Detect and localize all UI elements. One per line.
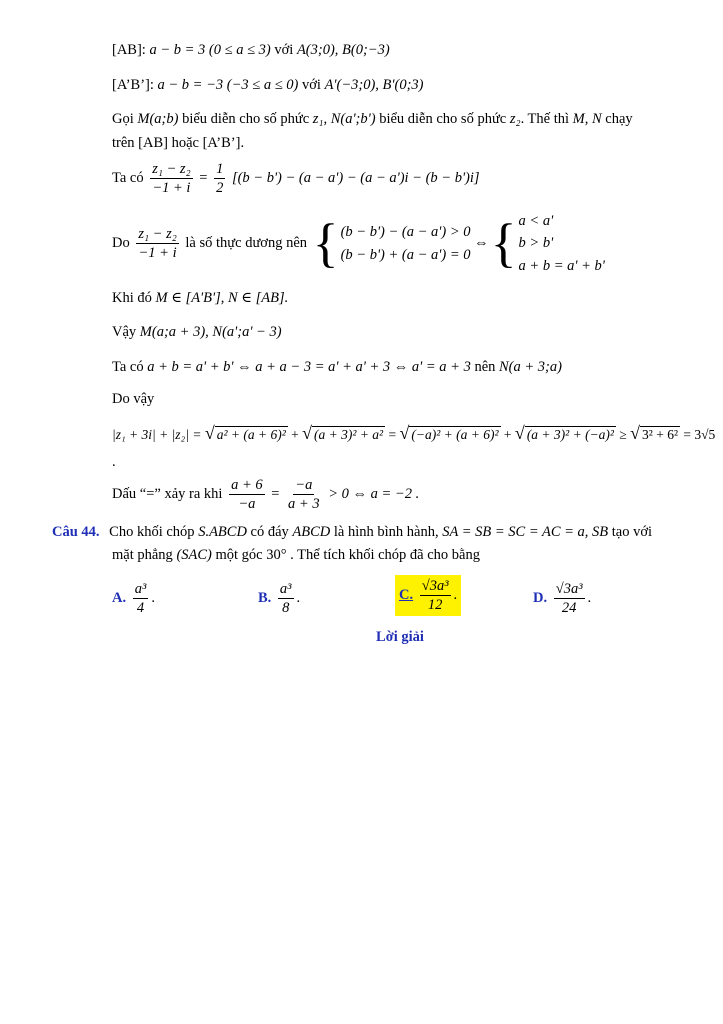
question-plane: (SAC): [176, 547, 212, 563]
dovay-text: Do vậy: [112, 391, 155, 407]
segment-apbp-line: [112, 78, 424, 93]
taco-fraction: [150, 162, 192, 195]
ab-equation: a − b = 3 (0 ≤ a ≤ 3): [149, 42, 271, 58]
goi-text-1: Gọi: [112, 111, 134, 127]
goi-text-5: chạy: [605, 111, 633, 127]
system-1: [341, 221, 471, 266]
option-d-numerator: √3a³: [555, 581, 583, 597]
inequality-line: |z₁ + 3i| + |z₂| = √ a² + (a + 6)² + √ (a + 3)² + a² = √ (−a)² + (a + 6)² + √ (a + 3)² + (−a)² ≥ √ 3² + 6² = 3√5: [112, 423, 716, 443]
vay-label: Vậy: [112, 324, 137, 340]
option-b: B. $\frac{\text{a³}}{8}$ .: [258, 581, 301, 616]
option-c-label: C.: [399, 586, 414, 603]
option-a-denominator: 4: [136, 599, 145, 616]
option-c-denominator: 12: [427, 596, 443, 613]
ab-with: với: [274, 42, 294, 58]
option-d-denominator: 24: [561, 599, 577, 616]
do-line: [112, 210, 605, 277]
ineq-root-2: (a + 3)² + a²: [314, 427, 384, 442]
iff-symbol: ⇔: [474, 235, 489, 252]
question-text-1: Cho khối chóp: [109, 524, 195, 540]
ineq-lhs: |z₁ + 3i| + |z₂| =: [112, 427, 202, 442]
segment-ab-line: [112, 43, 390, 58]
option-c-numerator: √3a³: [421, 578, 449, 594]
option-c: [395, 575, 461, 616]
dau-denominator-1: −a: [238, 495, 256, 512]
ab-points: A(3;0), B(0;−3): [296, 42, 390, 58]
do-numerator: z₁ − z₂: [138, 226, 177, 243]
dot: .: [112, 454, 116, 470]
half-denominator: 2: [216, 179, 224, 196]
taco-expression: [(b − b') − (a − a') − (a − a')i − (b − b')i]: [231, 169, 480, 186]
option-a: A. $\frac{\text{a³}}{4}$ .: [112, 581, 155, 616]
goi-z2: z₂: [509, 111, 521, 127]
apbp-equation: a − b = −3 (−3 ≤ a ≤ 0): [157, 77, 299, 93]
taco-denominator: −1 + i: [152, 179, 191, 196]
do-label: Do: [112, 235, 130, 252]
taco-label: Ta có: [112, 169, 144, 186]
question-condition: SA = SB = SC = AC = a,: [442, 524, 589, 540]
taco2-math: a + b = a' + b' ⇔ a + a − 3 = a' + a' + 3 ⇔ a' = a + 3: [147, 359, 471, 375]
option-c-highlight: C. $\frac{\text{√3a³}}{12}$ .: [395, 575, 461, 616]
option-b-numerator: a³: [279, 581, 292, 597]
option-a-label: A.: [112, 589, 127, 606]
ineq-root-3: (−a)² + (a + 6)²: [411, 427, 499, 442]
dau-denominator-2: a + 3: [288, 495, 320, 512]
dot-line: [112, 455, 116, 470]
solution-title-row: [0, 630, 723, 645]
system-2-row-1: a < a': [518, 213, 554, 229]
half-numerator: 1: [216, 161, 224, 177]
question-line-2: [112, 548, 480, 563]
goi-text-3: biểu diễn cho số phức: [379, 111, 507, 127]
left-brace-2: {: [490, 213, 517, 274]
ineq-root-4: (a + 3)² + (−a)²: [526, 427, 614, 442]
option-c-fraction: [420, 579, 451, 612]
option-d: D. $\frac{\text{√3a³}}{24}$ .: [533, 581, 592, 616]
dau-numerator-2: −a: [295, 477, 313, 493]
question-line-1: [52, 525, 652, 540]
ab-label: [AB]:: [112, 42, 146, 58]
goi-z1: z₁: [312, 111, 324, 127]
goi-cont-text: trên [AB] hoặc [A’B’].: [112, 135, 245, 151]
left-brace-1: {: [312, 213, 339, 274]
do-denominator: −1 + i: [138, 244, 177, 261]
taco-half: [214, 162, 225, 195]
question-number: Câu 44.: [52, 524, 100, 540]
goi-point-n: N(a';b'): [330, 111, 376, 127]
goi-continuation: [112, 136, 244, 151]
question-text-4: tạo với: [611, 524, 653, 540]
goi-mn: M, N: [572, 111, 602, 127]
vay-line: [112, 325, 282, 340]
ineq-result: = 3√5: [683, 427, 716, 442]
system-1-row-1: (b − b') − (a − a') > 0: [340, 224, 471, 241]
vay-math: M(a;a + 3), N(a';a' − 3): [139, 324, 282, 340]
dau-end: > 0 ⇔ a = −2 .: [328, 485, 420, 502]
system-2-row-2: b > b': [518, 235, 554, 252]
dovay-line: [112, 392, 154, 407]
option-d-label: D.: [533, 589, 548, 606]
ineq-root-5: 3² + 6²: [642, 427, 679, 442]
goi-point-m: M(a;b): [137, 111, 179, 127]
apbp-with: với: [301, 77, 321, 93]
taco-line: Ta có $\frac{\text{z₁ − z₂}}{-1 + i}$ = $\frac{1}{2}$ [(b − b') − (a − a') − (a − a')i − (b − b')i]: [112, 161, 480, 196]
do-text: là số thực dương nên: [185, 235, 308, 252]
system-1-row-2: (b − b') + (a − a') = 0: [340, 246, 471, 263]
option-a-numerator: a³: [134, 581, 147, 597]
dau-numerator-1: a + 6: [231, 477, 263, 493]
goi-text-4: . Thế thì: [520, 111, 570, 127]
dau-label: Dấu “=” xảy ra khi: [112, 485, 223, 502]
option-b-denominator: 8: [282, 599, 290, 616]
solution-title: Lời giải: [376, 629, 424, 645]
khido-label: Khi đó: [112, 290, 152, 306]
question-base: ABCD: [292, 524, 331, 540]
option-b-fraction: [278, 582, 294, 615]
khido-line: [112, 291, 288, 306]
taco2-point-n: N(a + 3;a): [499, 359, 562, 375]
dau-fraction-2: [286, 478, 322, 511]
equality-line: Dấu “=” xảy ra khi $\frac{a + 6}{-a}$ = $\frac{-a}{a + 3}$ > 0 ⇔ a = −2 .: [112, 477, 420, 512]
question-text-5: mặt phẳng: [112, 547, 173, 563]
question-sb: SB: [592, 524, 609, 540]
taco-numerator: z₁ − z₂: [152, 161, 191, 177]
apbp-label: [A’B’]:: [112, 77, 154, 93]
goi-text-2: biểu diễn cho số phức: [182, 111, 310, 127]
do-fraction: [136, 227, 178, 260]
question-text-6: một góc 30° . Thể tích khối chóp đã cho bằng: [215, 547, 480, 563]
dau-fraction-1: [229, 478, 265, 511]
taco2-label: Ta có: [112, 359, 144, 375]
taco2-line: [112, 360, 562, 375]
goi-line: Gọi M(a;b) biểu diễn cho số phức z₁, N(a';b') biểu diễn cho số phức z₂. Thế thì M, N chạy: [112, 111, 633, 127]
question-text-3: là hình bình hành,: [333, 524, 439, 540]
taco2-nen: nên: [474, 359, 496, 375]
option-b-label: B.: [258, 589, 272, 606]
apbp-points: A'(−3;0), B'(0;3): [324, 77, 424, 93]
question-pyramid: S.ABCD: [198, 524, 247, 540]
system-2: [519, 210, 605, 277]
option-d-fraction: [554, 582, 585, 615]
ineq-root-1: a² + (a + 6)²: [216, 427, 286, 442]
system-2-row-3: a + b = a' + b': [518, 257, 605, 274]
khido-math: M ∈ [A'B'], N ∈ [AB].: [155, 290, 289, 306]
option-a-fraction: [133, 582, 149, 615]
question-text-2: có đáy: [250, 524, 289, 540]
